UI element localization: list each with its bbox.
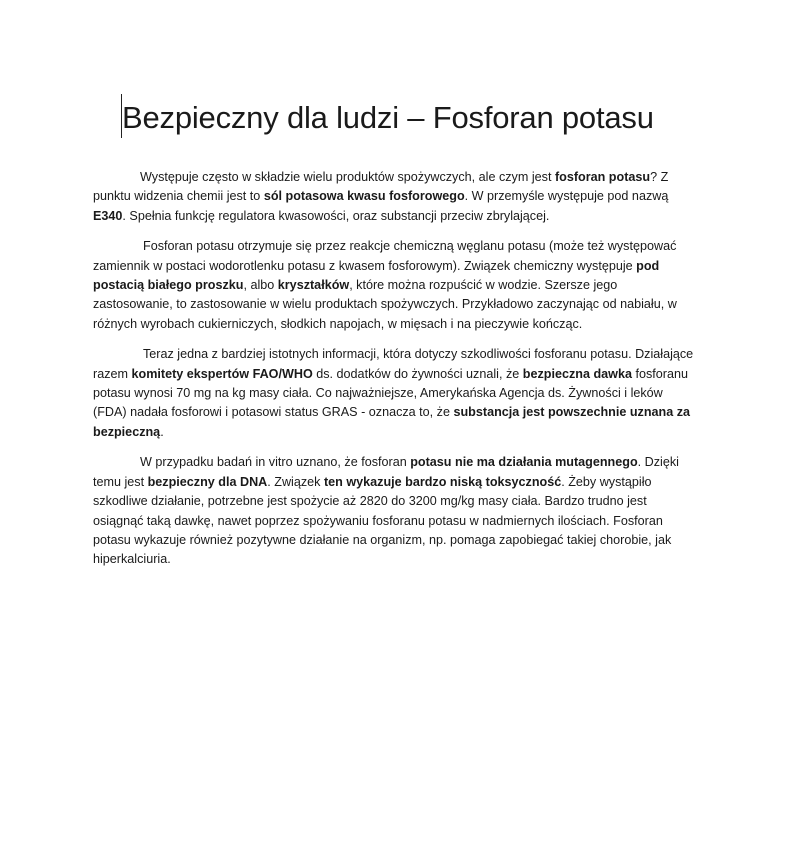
paragraph-4[interactable]: [93, 453, 696, 569]
bold-text-run: E340: [93, 208, 123, 223]
text-run: . Związek: [267, 474, 324, 489]
text-run: ? Z punktu widzenia chemii jest to: [93, 170, 669, 204]
text-run: Teraz jedna z bardziej istotnych informacji, która dotyczy szkodliwości fosforanu potasu. Działające razem: [93, 347, 694, 381]
bold-text-run: bezpieczna dawka: [522, 366, 632, 381]
text-run: . Dzięki temu jest: [93, 455, 679, 489]
text-run: . Żeby wystąpiło szkodliwe działanie, potrzebne jest spożycie aż 2820 do 3200 mg/kg masy ciała. Bardzo trudno jest osiągnąć taką dawkę, nawet poprzez spożywaniu fosforanu potasu w nadmiernych ilościach. Fosforan potasu wykazuje również pozytywne działanie na organizm, np. pomaga zapobiegać takiej chorobie, jak hiperkalciuria.: [93, 474, 672, 567]
paragraph-3[interactable]: [93, 345, 696, 442]
text-run: Fosforan potasu otrzymuje się przez reakcje chemiczną węglanu potasu (może też występować zamiennik w postaci wodorotlenku potasu z kwasem fosforowym). Związek chemiczny występuje: [93, 239, 677, 273]
text-run: fosforanu potasu wynosi 70 mg na kg masy ciała. Co najważniejsze, Amerykańska Agencja ds. Żywności i leków (FDA) nadała fosforowi i potasowi status GRAS - oznacza to, że: [93, 366, 688, 420]
paragraph-2[interactable]: [93, 237, 696, 334]
bold-text-run: fosforan potasu: [554, 170, 651, 184]
bold-text-run: substancja jest powszechnie uznana za bezpieczną: [93, 405, 691, 439]
paragraph-1[interactable]: [93, 168, 696, 226]
text-run: . W przemyśle występuje pod nazwą: [464, 189, 669, 204]
text-run: Występuje często w składzie wielu produktów spożywczych, ale czym jest: [140, 170, 555, 184]
bold-text-run: kryształków: [277, 278, 350, 293]
document-body[interactable]: [93, 168, 696, 581]
text-run: W przypadku badań in vitro uznano, że fosforan: [140, 455, 411, 470]
bold-text-run: ten wykazuje bardzo niską toksyczność: [323, 474, 562, 489]
text-run: ds. dodatków do żywności uznali, że: [312, 366, 523, 381]
bold-text-run: bezpieczny dla DNA: [147, 474, 268, 489]
text-run: , albo: [243, 278, 278, 293]
text-run: , które można rozpuścić w wodzie. Szersze jego zastosowanie, to zastosowanie w wielu produktach spożywczych. Przykładowo zaczynając od nabiału, w różnych wyrobach cukierniczych, słodkich napojach, w mięsach i na pieczywie kończąc.: [93, 278, 677, 331]
text-run: .: [160, 424, 164, 439]
bold-text-run: komitety ekspertów FAO/WHO: [131, 366, 313, 381]
text-run: . Spełnia funkcję regulatora kwasowości, oraz substancji przeciw zbrylającej.: [122, 208, 550, 223]
bold-text-run: pod postacią białego proszku: [93, 258, 660, 293]
bold-text-run: sól potasowa kwasu fosforowego: [263, 189, 465, 204]
document-title[interactable]: Bezpieczny dla ludzi – Fosforan potasu: [122, 100, 654, 135]
bold-text-run: potasu nie ma działania mutagennego: [410, 455, 638, 470]
